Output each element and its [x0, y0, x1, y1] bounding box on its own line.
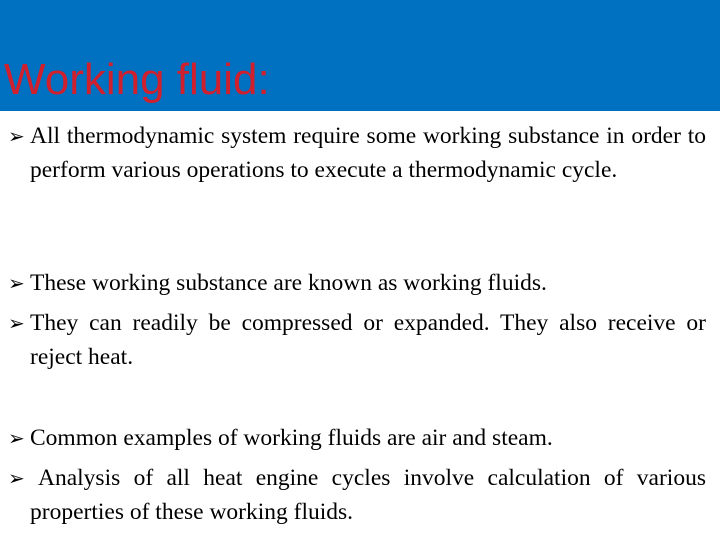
arrowhead-bullet-icon: ➢: [8, 466, 25, 490]
arrowhead-bullet-icon: ➢: [8, 271, 25, 295]
bullet-item: [8, 461, 706, 529]
bullet-list-2: [8, 266, 706, 374]
bullet-list-1: [8, 119, 706, 187]
bullet-text: These working substance are known as working fluids.: [30, 270, 547, 296]
arrowhead-bullet-icon: ➢: [8, 311, 25, 335]
bullet-text: Analysis of all heat engine cycles involve calculation of various properties of these working fluids.: [30, 465, 706, 525]
bullet-text: They can readily be compressed or expanded. They also receive or reject heat.: [30, 310, 706, 370]
bullet-item: [8, 421, 706, 455]
slide-title: Working fluid:: [4, 55, 270, 104]
bullet-list-3: [8, 421, 706, 529]
bullet-text: Common examples of working fluids are air and steam.: [30, 425, 553, 451]
bullet-item: [8, 119, 706, 187]
arrowhead-bullet-icon: ➢: [8, 124, 25, 148]
bullet-item: [8, 306, 706, 374]
arrowhead-bullet-icon: ➢: [8, 426, 25, 450]
bullet-text: All thermodynamic system require some working substance in order to perform various operations to execute a thermodynamic cycle.: [30, 123, 706, 183]
bullet-item: [8, 266, 706, 300]
